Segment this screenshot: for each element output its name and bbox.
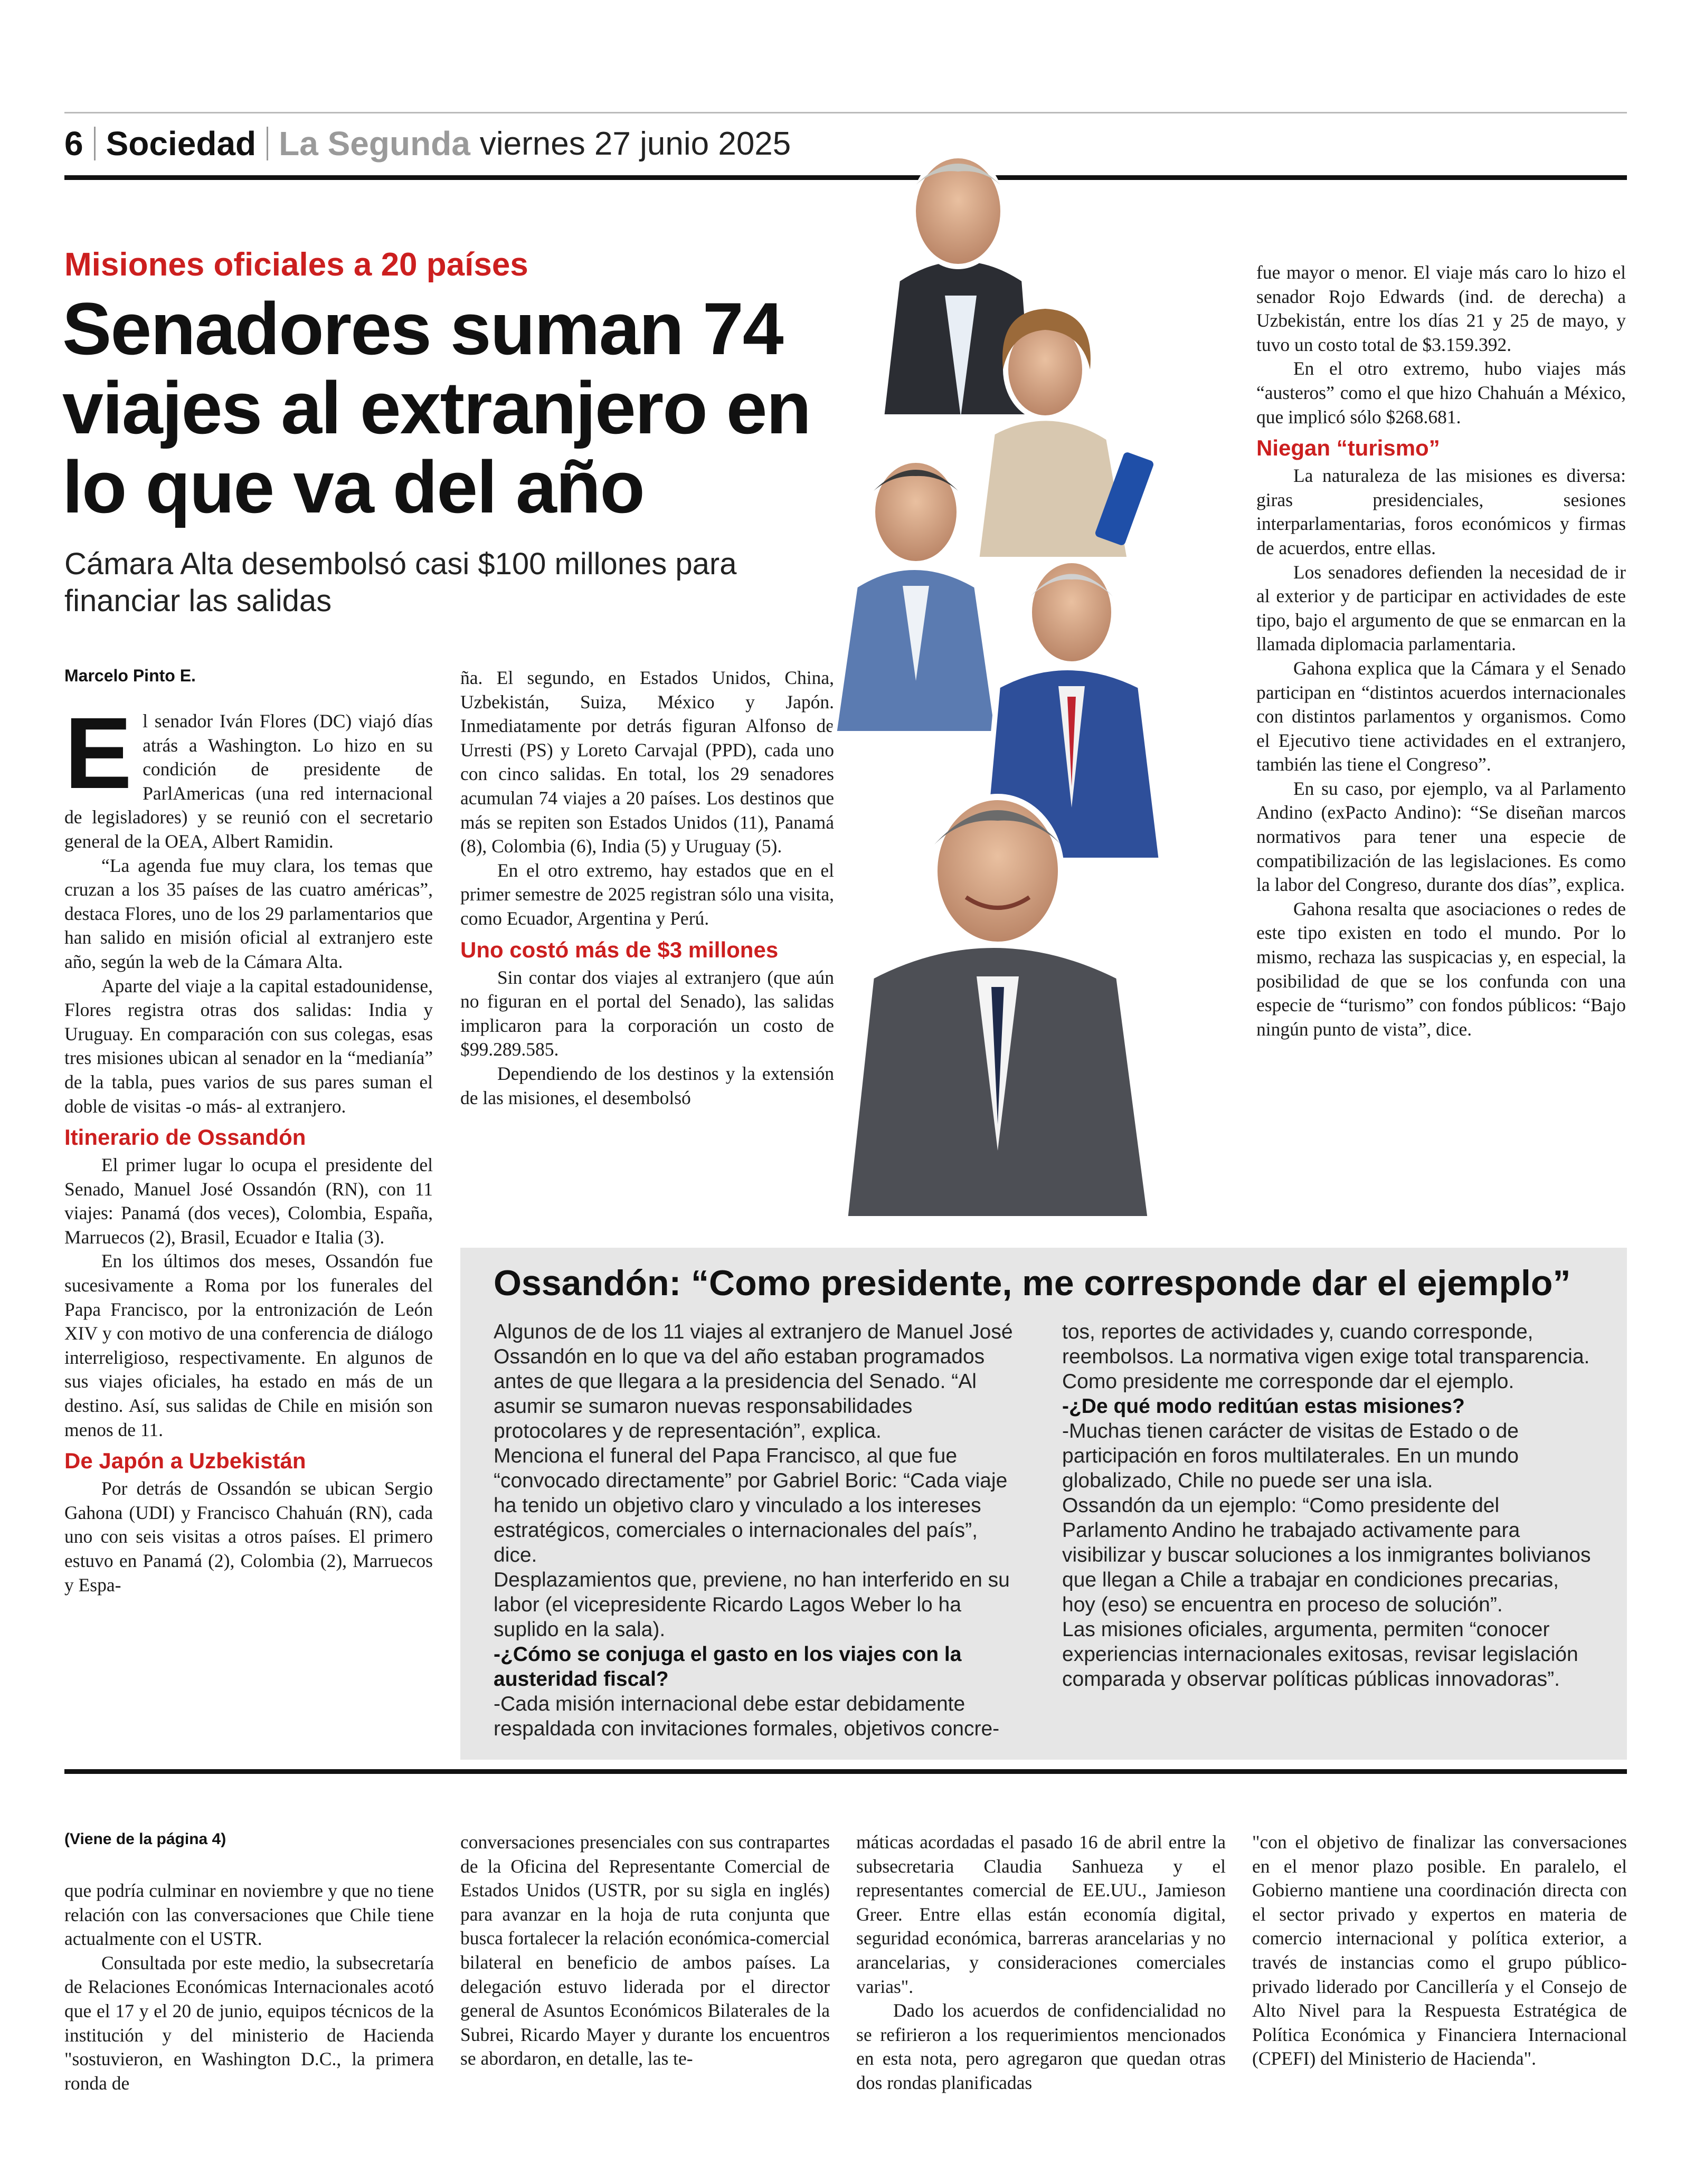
- paragraph: Sin contar dos viajes al extranjero (que aún no figuran en el portal del Senado), las salidas implicaron para la corporación un costo de $99.289.585.: [460, 966, 834, 1060]
- continuation-note: (Viene de la página 4): [64, 1830, 226, 1848]
- header-top-rule: [64, 112, 1627, 113]
- paragraph: En el otro extremo, hay estados que en el primer semestre de 2025 registran sólo una visita, como Ecuador, Argentina y Perú.: [460, 859, 834, 929]
- continuation-column-1: [64, 1879, 434, 2095]
- paragraph: fue mayor o menor. El viaje más caro lo hizo el senador Rojo Edwards (ind. de derecha) a Uzbekistán, entre los días 21 y 25 de mayo, y tuvo un costo total de $3.159.392.: [1256, 262, 1626, 355]
- senator-photo-3: [834, 460, 998, 734]
- article-subtitle: Cámara Alta desembolsó casi $100 millones para financiar las salidas: [64, 547, 737, 618]
- interview-column-left: [494, 1319, 1021, 1741]
- paragraph: conversaciones presenciales con sus contrapartes de la Oficina del Representante Comercial de Estados Unidos (USTR, por su sigla en inglés) para avanzar en la hoja de ruta conjunta que busca fortalecer la relación económica-comercial bilateral en beneficio de ambos países. La delegación estuvo liderada por el director general de Asuntos Económicos Bilaterales de la Subrei, Ricardo Mayer y durante los encuentros se abordaron, en detalle, las te-: [460, 1831, 830, 2069]
- paragraph: Gahona explica que la Cámara y el Senado participan en “distintos acuerdos internacionales con distintos parlamentos y organismos. Como el Ejecutivo tiene actividades en el extranjero, también las tiene el Congreso”.: [1256, 657, 1626, 775]
- paragraph: Por detrás de Ossandón se ubican Sergio Gahona (UDI) y Francisco Chahuán (RN), cada uno con seis visitas a otros países. El primero estuvo en Panamá (2), Colombia (2), Marruecos y Espa-: [64, 1478, 433, 1596]
- newspaper-brand: La Segunda: [279, 125, 470, 163]
- section-name: Sociedad: [106, 125, 257, 163]
- interview-paragraph: Las misiones oficiales, argumenta, permiten “conocer experiencias internacionales exitosas, revisar legislación comparada y observar políticas públicas innovadoras”.: [1062, 1618, 1578, 1691]
- paragraph: Dado los acuerdos de confidencialidad no se refirieron a los requerimientos mencionados en esta nota, pero agregaron que quedan otras dos rondas planificadas: [856, 2000, 1226, 2093]
- interview-paragraph: -Cada misión internacional debe estar debidamente respaldada con invitaciones formales, objetivos concre-: [494, 1693, 1000, 1740]
- continuation-column-2: [460, 1830, 830, 2071]
- senator-photo-2: [977, 309, 1154, 559]
- page-header: [64, 117, 791, 170]
- paragraph: ña. El segundo, en Estados Unidos, China, Uzbekistán, Suiza, México y Japón. Inmediatamente por detrás figuran Alfonso de Urresti (PS) y Loreto Carvajal (PPD), cada uno con cinco salidas. En total, los 29 senadores acumulan 74 viajes a 20 países. Los destinos que más se repiten son Estados Unidos (11), Panamá (8), Colombia (6), India (5) y Uruguay (5).: [460, 667, 834, 857]
- paragraph: “La agenda fue muy clara, los temas que cruzan a los 35 países de las cuatro américas”, destaca Flores, uno de los 29 parlamentarios que han salido en misión oficial al extranjero este año, según la web de la Cámara Alta.: [64, 854, 433, 972]
- interview-question: -¿Cómo se conjuga el gasto en los viajes con la austeridad fiscal?: [494, 1643, 962, 1691]
- paragraph: La naturaleza de las misiones es diversa: giras presidenciales, sesiones interparlamentarias, foros económicos y firmas de acuerdos, entre ellas.: [1256, 465, 1626, 558]
- senators-photo-collage: [823, 121, 1262, 1230]
- lead-paragraph: El senador Iván Flores (DC) viajó días atrás a Washington. Lo hizo en su condición de presidente de ParlAmericas (una red internacional de legisladores) y se reunió con el secretario general de la OEA, Albert Ramidin.: [64, 696, 433, 852]
- paragraph: Gahona resalta que asociaciones o redes de este tipo existen en todo el mundo. Por lo mismo, rechaza las suspicacias y, en especial, la posibilidad de que se los confunda con una especie de “turismo” con fondos públicos: “Bajo ningún punto de vista”, dice.: [1256, 898, 1626, 1040]
- article-kicker: Misiones oficiales a 20 países: [64, 246, 528, 283]
- page-number: 6: [64, 125, 83, 163]
- article-column-2: [460, 666, 834, 1110]
- paragraph: En su caso, por ejemplo, va al Parlamento Andino (exPacto Andino): “Se diseñan marcos normativos para tener una especie de compatibilización de las legislaciones. Es como la labor del Congreso, durante dos días”, explica.: [1256, 777, 1626, 896]
- paragraph: Consultada por este medio, la subsecretaría de Relaciones Económicas Internacionales acotó que el 17 y el 20 de junio, equipos técnicos de la institución y del ministerio de Hacienda "sostuvieron, en Washington D.C., la primera ronda de: [64, 1952, 434, 2094]
- subheading: De Japón a Uzbekistán: [64, 1448, 306, 1474]
- article-byline: Marcelo Pinto E.: [64, 666, 196, 685]
- interview-question: -¿De qué modo reditúan estas misiones?: [1062, 1395, 1465, 1418]
- interview-paragraph: Algunos de de los 11 viajes al extranjero de Manuel José Ossandón en lo que va del año estaban programados antes de que llegara a la presidencia del Senado. “Al asumir se sumaron nuevas responsabilidades protocolares y de representación”, explica.: [494, 1321, 1013, 1442]
- interview-paragraph: Menciona el funeral del Papa Francisco, al que fue “convocado directamente” por Gabriel Boric: “Cada viaje ha tenido un objetivo claro y vinculado a los intereses estratégicos, comerciales o internacionales del país”, dice.: [494, 1445, 1008, 1566]
- paragraph: "con el objetivo de finalizar las conversaciones en el menor plazo posible. En paralelo, el Gobierno mantiene una coordinación directa con el sector privado y expertos en materia de comercio internacional y política exterior, a través de instancias como el grupo público-privado liderado por Cancillería y el Consejo de Alto Nivel para la Respuesta Estratégica de Política Económica y Financiera Internacional (CPEFI) del Ministerio de Hacienda".: [1252, 1831, 1627, 2069]
- article-column-3: [1256, 261, 1626, 1041]
- issue-date: viernes 27 junio 2025: [479, 125, 791, 162]
- subheading: Itinerario de Ossandón: [64, 1125, 306, 1150]
- interview-paragraph: Desplazamientos que, previene, no han interferido en su labor (el vicepresidente Ricardo Lagos Weber lo ha suplido en la sala).: [494, 1569, 1010, 1641]
- subheading: Niegan “turismo”: [1256, 435, 1440, 461]
- paragraph: Aparte del viaje a la capital estadounidense, Flores registra otras dos salidas: India y Uruguay. En comparación con sus colegas, esas tres misiones ubican al senador en la “medianía” de la tabla, pues varios de sus pares suman el doble de visitas -o más- al extranjero.: [64, 975, 433, 1117]
- interview-paragraph: -Muchas tienen carácter de visitas de Estado o de participación en foros multilaterales. En un mundo globalizado, Chile no puede ser una isla.: [1062, 1420, 1519, 1492]
- paragraph: máticas acordadas el pasado 16 de abril entre la subsecretaria Claudia Sanhueza y el representantes comercial de EE.UU., Jamieson Greer. Entre ellas están economía digital, seguridad económica, barreras arancelarias y no arancelarias, y consideraciones comerciales varias".: [856, 1831, 1226, 1997]
- continuation-column-3: [856, 1830, 1226, 2095]
- interview-column-right: [1062, 1319, 1595, 1692]
- article-title: Senadores suman 74 viajes al extranjero en lo que va del año: [62, 287, 811, 528]
- paragraph: En el otro extremo, hubo viajes más “austeros” como el que hizo Chahuán a México, que implicó sólo $268.681.: [1256, 358, 1626, 428]
- drop-cap: E: [64, 696, 132, 810]
- interview-paragraph: tos, reportes de actividades y, cuando corresponde, reembolsos. La normativa vigen exige total transparencia. Como presidente me corresponde dar el ejemplo.: [1062, 1321, 1590, 1393]
- interview-box-title: Ossandón: “Como presidente, me corresponde dar el ejemplo”: [494, 1263, 1571, 1303]
- paragraph: Los senadores defienden la necesidad de ir al exterior y de participar en actividades de este tipo, bajo el argumento de que se enmarcan en la llamada diplomacia parlamentaria.: [1256, 561, 1626, 655]
- paragraph: En los últimos dos meses, Ossandón fue sucesivamente a Roma por los funerales del Papa Francisco, por la entronización de León XIV y con motivo de una conferencia de diálogo interreligioso, respectivamente. En algunos de sus viajes oficiales, ha estado en más de un destino. Así, sus salidas de Chile en misión son menos de 11.: [64, 1250, 433, 1440]
- article-column-1: [64, 696, 433, 1597]
- interview-paragraph: Ossandón da un ejemplo: “Como presidente del Parlamento Andino he trabajado activamente para visibilizar y buscar soluciones a los inmigrantes bolivianos que llegan a Chile a trabajar en condiciones precarias, hoy (eso) se encuentra en proceso de solución”.: [1062, 1494, 1591, 1616]
- lower-section-rule: [64, 1769, 1627, 1774]
- paragraph: Dependiendo de los destinos y la extensión de las misiones, el desembolsó: [460, 1062, 834, 1108]
- paragraph: El primer lugar lo ocupa el presidente del Senado, Manuel José Ossandón (RN), con 11 viajes: Panamá (dos veces), Colombia, España, Marruecos (2), Brasil, Ecuador e Italia (3).: [64, 1154, 433, 1248]
- subheading: Uno costó más de $3 millones: [460, 937, 779, 962]
- continuation-column-4: [1252, 1830, 1627, 2071]
- paragraph: que podría culminar en noviembre y que no tiene relación con las conversaciones que Chile tiene actualmente con el USTR.: [64, 1880, 434, 1950]
